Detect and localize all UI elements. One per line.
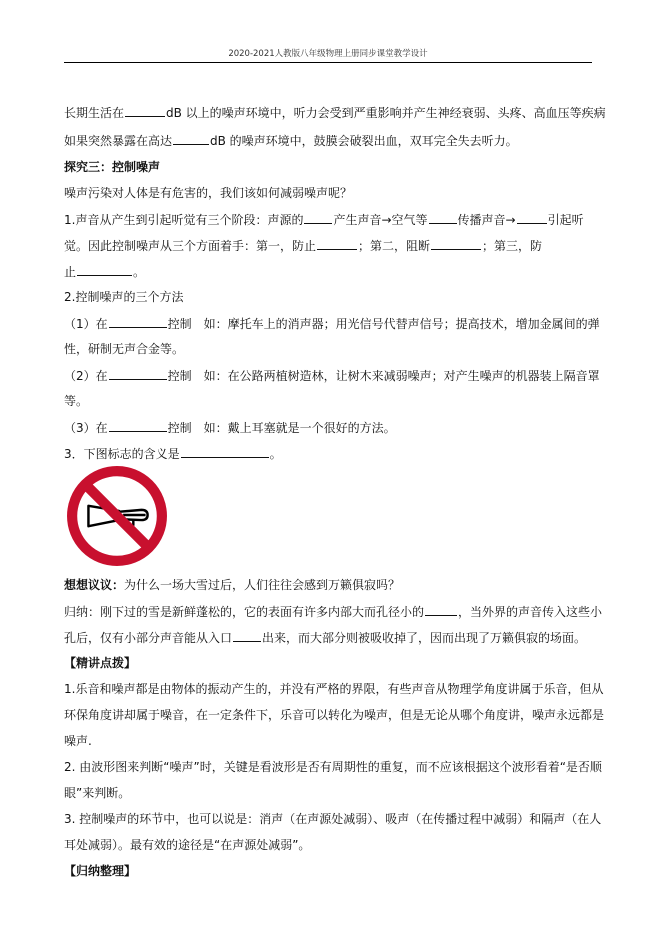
header-rule — [64, 62, 592, 63]
summary-title: 【归纳整理】 — [64, 864, 137, 878]
think-question: 为什么一场大雪过后，人们往往会感到万籁俱寂吗？ — [124, 578, 401, 592]
text-line — [64, 132, 594, 149]
text-line — [64, 263, 594, 280]
text-line: 3. 控制噪声的环节中，也可以说是：消声（在声源处减弱）、吸声（在传播过程中减弱）和隔声（在人 — [64, 812, 602, 826]
think-label: 想想议议： — [64, 578, 125, 592]
fill-blank[interactable] — [77, 263, 132, 276]
text-line: 眼”来判断。 — [64, 786, 131, 800]
key-points-title: 【精讲点拨】 — [64, 656, 137, 670]
text: 归纳：刚下过的雪是新鲜蓬松的，它的表面有许多内部大而孔径小的 — [64, 605, 425, 619]
fill-blank[interactable] — [109, 315, 167, 328]
fill-blank[interactable] — [109, 419, 167, 432]
text-line — [64, 445, 594, 462]
fill-blank[interactable] — [317, 237, 357, 250]
text: ；第三，防 — [482, 239, 543, 253]
text: 控制 如：戴上耳塞就是一个很好的方法。 — [167, 421, 396, 435]
section-title: 探究三：控制噪声 — [64, 160, 161, 174]
text-line — [64, 603, 603, 620]
fill-blank[interactable] — [125, 104, 165, 117]
fill-blank[interactable] — [181, 445, 269, 458]
text-line: 环保角度讲却属于噪音，在一定条件下，乐音可以转化为噪声，但是无论从哪个角度讲，噪声永远都是 — [64, 708, 605, 722]
text: 传播声音→ — [457, 213, 516, 227]
text: 觉。因此控制噪声从三个方面着手：第一，防止 — [64, 239, 317, 253]
text: 控制 如：在公路两植树造林，让树木来减弱噪声；对产生噪声的机器装上隔音罩 — [167, 369, 600, 383]
text: 控制 如：摩托车上的消声器；用光信号代替声信号；提高技术，增加金属间的弹 — [167, 317, 600, 331]
fill-blank[interactable] — [233, 629, 261, 642]
text-line — [64, 237, 594, 254]
text: 长期生活在 — [64, 106, 125, 120]
text: （2）在 — [64, 369, 108, 383]
text: 止 — [64, 265, 77, 279]
text-line — [64, 367, 600, 384]
text: 1.声音从产生到引起听觉有三个阶段：声源的 — [64, 213, 304, 227]
text-line — [64, 211, 594, 228]
fill-blank[interactable] — [304, 211, 332, 224]
text: 引起听 — [547, 213, 584, 227]
text-line: 等。 — [64, 394, 89, 408]
text: 如果突然暴露在高达 — [64, 134, 173, 148]
text: dB 的噪声环境中，鼓膜会破裂出血，双耳完全失去听力。 — [210, 134, 518, 148]
text: （1）在 — [64, 317, 108, 331]
text-line — [64, 419, 594, 436]
text-line: 噪声. — [64, 734, 92, 748]
text: dB 以上的噪声环境中，听力会受到严重影响并产生神经衰弱、头疼、高血压等疾病 — [166, 106, 606, 120]
no-horn-sign-icon — [66, 465, 168, 567]
page-header: 2020-2021人教版八年级物理上册同步课堂教学设计 — [228, 49, 428, 59]
fill-blank[interactable] — [173, 132, 209, 145]
text: ；第二，阻断 — [358, 239, 431, 253]
subheading: 2.控制噪声的三个方法 — [64, 290, 184, 304]
text: 。 — [269, 447, 282, 461]
text-line — [64, 104, 606, 121]
fill-blank[interactable] — [429, 211, 457, 224]
fill-blank[interactable] — [431, 237, 481, 250]
text-line: 2. 由波形图来判断“噪声”时，关键是看波形是否有周期性的重复，而不应该根据这个波形看着“是否顺 — [64, 760, 602, 774]
text: （3）在 — [64, 421, 108, 435]
text: 3．下图标志的含义是 — [64, 447, 180, 461]
text-line — [64, 629, 594, 646]
text-line — [64, 315, 600, 332]
text-line: 1.乐音和噪声都是由物体的振动产生的，并没有严格的界限，有些声音从物理学角度讲属于乐音，但从 — [64, 682, 604, 696]
think-question-line — [64, 577, 594, 593]
text: 出来，而大部分则被吸收掉了，因而出现了万籁俱寂的场面。 — [262, 631, 587, 645]
fill-blank[interactable] — [109, 367, 167, 380]
text: 孔后，仅有小部分声音能从入口 — [64, 631, 233, 645]
fill-blank[interactable] — [517, 211, 547, 224]
text-line: 性，研制无声合金等。 — [64, 342, 185, 356]
text: 产生声音→空气等 — [333, 213, 428, 227]
intro-text: 噪声污染对人体是有危害的，我们该如何减弱噪声呢？ — [64, 186, 353, 200]
text-line: 耳处减弱）。最有效的途径是“在声源处减弱”。 — [64, 838, 311, 852]
fill-blank[interactable] — [425, 603, 457, 616]
text: ，当外界的声音传入这些小 — [458, 605, 603, 619]
text: 。 — [133, 265, 146, 279]
